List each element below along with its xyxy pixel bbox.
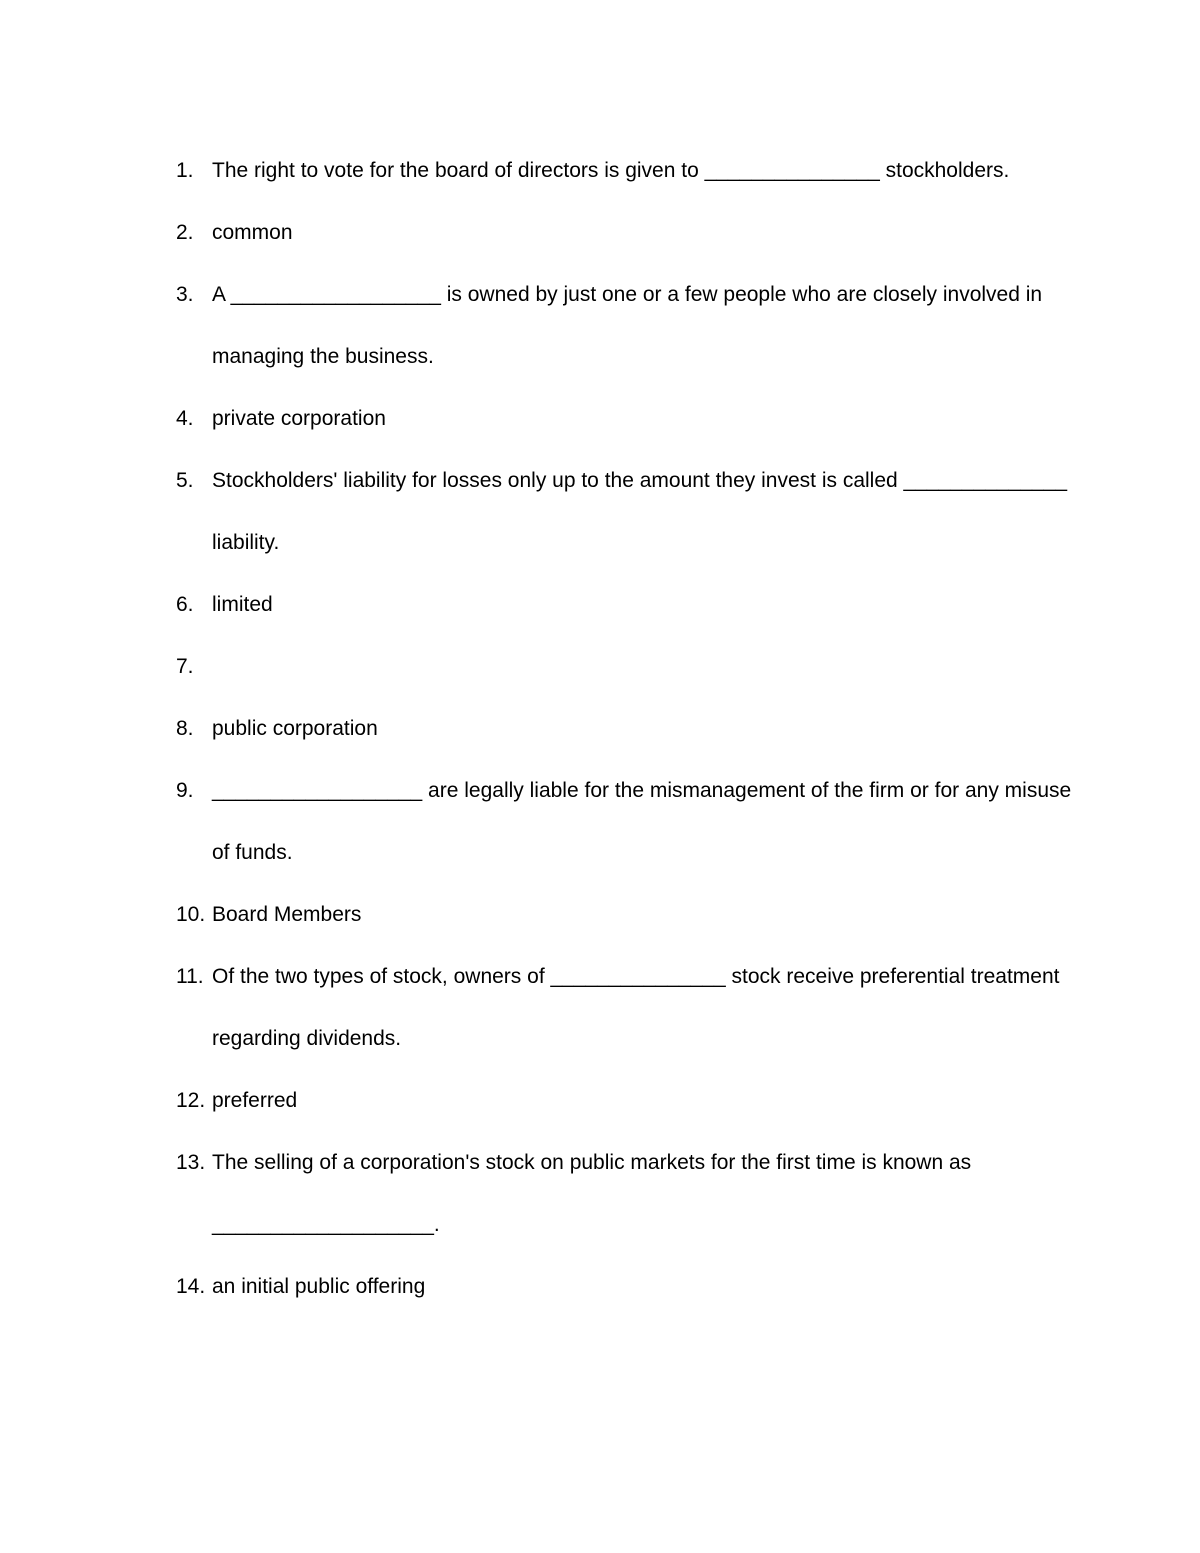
item-text: private corporation: [212, 407, 386, 430]
item-text: public corporation: [212, 717, 378, 740]
list-item-12: [176, 1070, 1076, 1132]
item-text: limited: [212, 593, 273, 616]
item-text: __________________ are legally liable for the mismanagement of the firm or for any misuse of funds.: [212, 779, 1072, 864]
list-item-10: [176, 884, 1076, 946]
list-item-5: [176, 450, 1076, 574]
list-item-2: [176, 202, 1076, 264]
list-item-7: [176, 636, 1076, 698]
list-item-4: [176, 388, 1076, 450]
item-text: The selling of a corporation's stock on public markets for the first time is known as ___________________.: [212, 1151, 972, 1236]
list-item-9: [176, 760, 1076, 884]
item-text: Board Members: [212, 903, 362, 926]
item-number: 12.: [176, 1089, 206, 1112]
item-number: 7.: [176, 655, 194, 678]
list-item-6: [176, 574, 1076, 636]
item-text: preferred: [212, 1089, 298, 1112]
item-text: common: [212, 221, 293, 244]
item-number: 3.: [176, 283, 194, 306]
item-text: The right to vote for the board of directors is given to _______________ stockholders.: [212, 159, 1010, 182]
item-number: 1.: [176, 159, 194, 182]
list-item-11: [176, 946, 1076, 1070]
list-item-3: [176, 264, 1076, 388]
item-number: 2.: [176, 221, 194, 244]
list-item-14: [176, 1256, 1076, 1318]
item-text: an initial public offering: [212, 1275, 426, 1298]
item-number: 4.: [176, 407, 194, 430]
item-text: A __________________ is owned by just one or a few people who are closely involved in managing the business.: [212, 283, 1043, 368]
item-number: 13.: [176, 1151, 206, 1174]
item-number: 14.: [176, 1275, 206, 1298]
item-number: 9.: [176, 779, 194, 802]
list-item-8: [176, 698, 1076, 760]
item-number: 10.: [176, 903, 206, 926]
item-text: Of the two types of stock, owners of _______________ stock receive preferential treatment regarding dividends.: [212, 965, 1060, 1050]
list-item-13: [176, 1132, 1076, 1256]
item-number: 6.: [176, 593, 194, 616]
question-list: [176, 140, 1076, 1318]
item-number: 5.: [176, 469, 194, 492]
list-item-1: [176, 140, 1076, 202]
item-number: 11.: [176, 965, 204, 988]
item-text: Stockholders' liability for losses only up to the amount they invest is called ______________ liability.: [212, 469, 1068, 554]
item-text: [212, 636, 1076, 698]
item-number: 8.: [176, 717, 194, 740]
